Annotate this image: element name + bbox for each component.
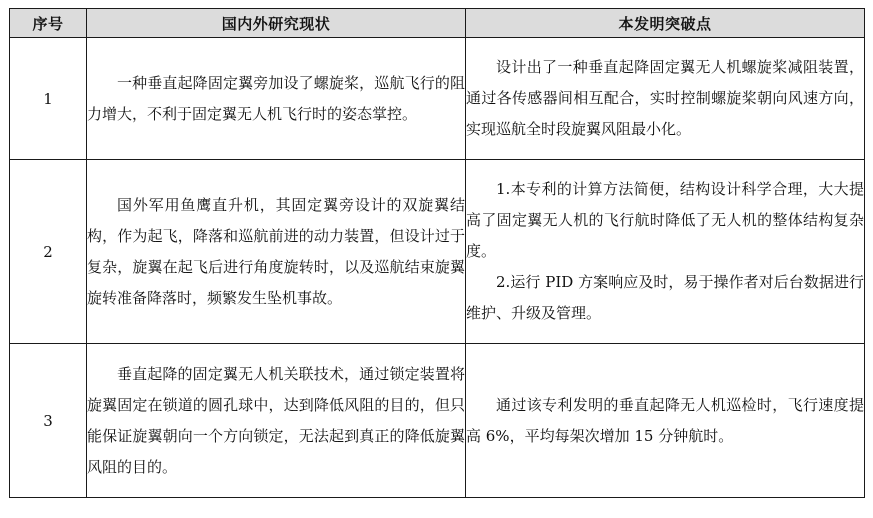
comparison-table	[9, 8, 865, 498]
prior-research-text: 垂直起降的固定翼无人机关联技术，通过锁定装置将旋翼固定在锁道的圆孔球中，达到降低风阻的目的，但只能保证旋翼朝向一个方向锁定，无法起到真正的降低旋翼风阻的目的。	[87, 364, 465, 476]
header-prior-research: 国内外研究现状	[87, 9, 466, 38]
breakthrough-text: 设计出了一种垂直起降固定翼无人机螺旋桨减阻装置，通过各传感器间相互配合，实时控制螺旋桨朝向风速方向，实现巡航全时段旋翼风阻最小化。	[466, 58, 864, 138]
prior-research-text: 一种垂直起降固定翼旁加设了螺旋桨，巡航飞行的阻力增大，不利于固定翼无人机飞行时的姿态掌控。	[87, 73, 465, 123]
row-number: 2	[10, 160, 87, 344]
breakthrough-cell	[466, 344, 865, 498]
header-serial-number: 序号	[10, 9, 87, 38]
table-row	[10, 38, 865, 160]
prior-research-cell	[87, 38, 466, 160]
header-invention-breakthrough: 本发明突破点	[466, 9, 865, 38]
breakthrough-text: 通过该专利发明的垂直起降无人机巡检时，飞行速度提高 6%，平均每架次增加 15 分钟航时。	[466, 395, 864, 445]
row-number: 3	[10, 344, 87, 498]
breakthrough-cell	[466, 38, 865, 160]
table-row	[10, 344, 865, 498]
breakthrough-text: 2.运行 PID 方案响应及时，易于操作者对后台数据进行维护、升级及管理。	[466, 273, 864, 322]
row-number: 1	[10, 38, 87, 160]
breakthrough-text: 1.本专利的计算方法简便，结构设计科学合理，大大提高了固定翼无人机的飞行航时降低了无人机的整体结构复杂度。	[466, 180, 864, 260]
prior-research-cell	[87, 344, 466, 498]
breakthrough-cell	[466, 160, 865, 344]
table-row	[10, 160, 865, 344]
prior-research-cell	[87, 160, 466, 344]
table-header-row	[10, 9, 865, 38]
prior-research-text: 国外军用鱼鹰直升机，其固定翼旁设计的双旋翼结构，作为起飞，降落和巡航前进的动力装置，但设计过于复杂，旋翼在起飞后进行角度旋转时，以及巡航结束旋翼旋转准备降落时，频繁发生坠机事故。	[87, 195, 465, 307]
